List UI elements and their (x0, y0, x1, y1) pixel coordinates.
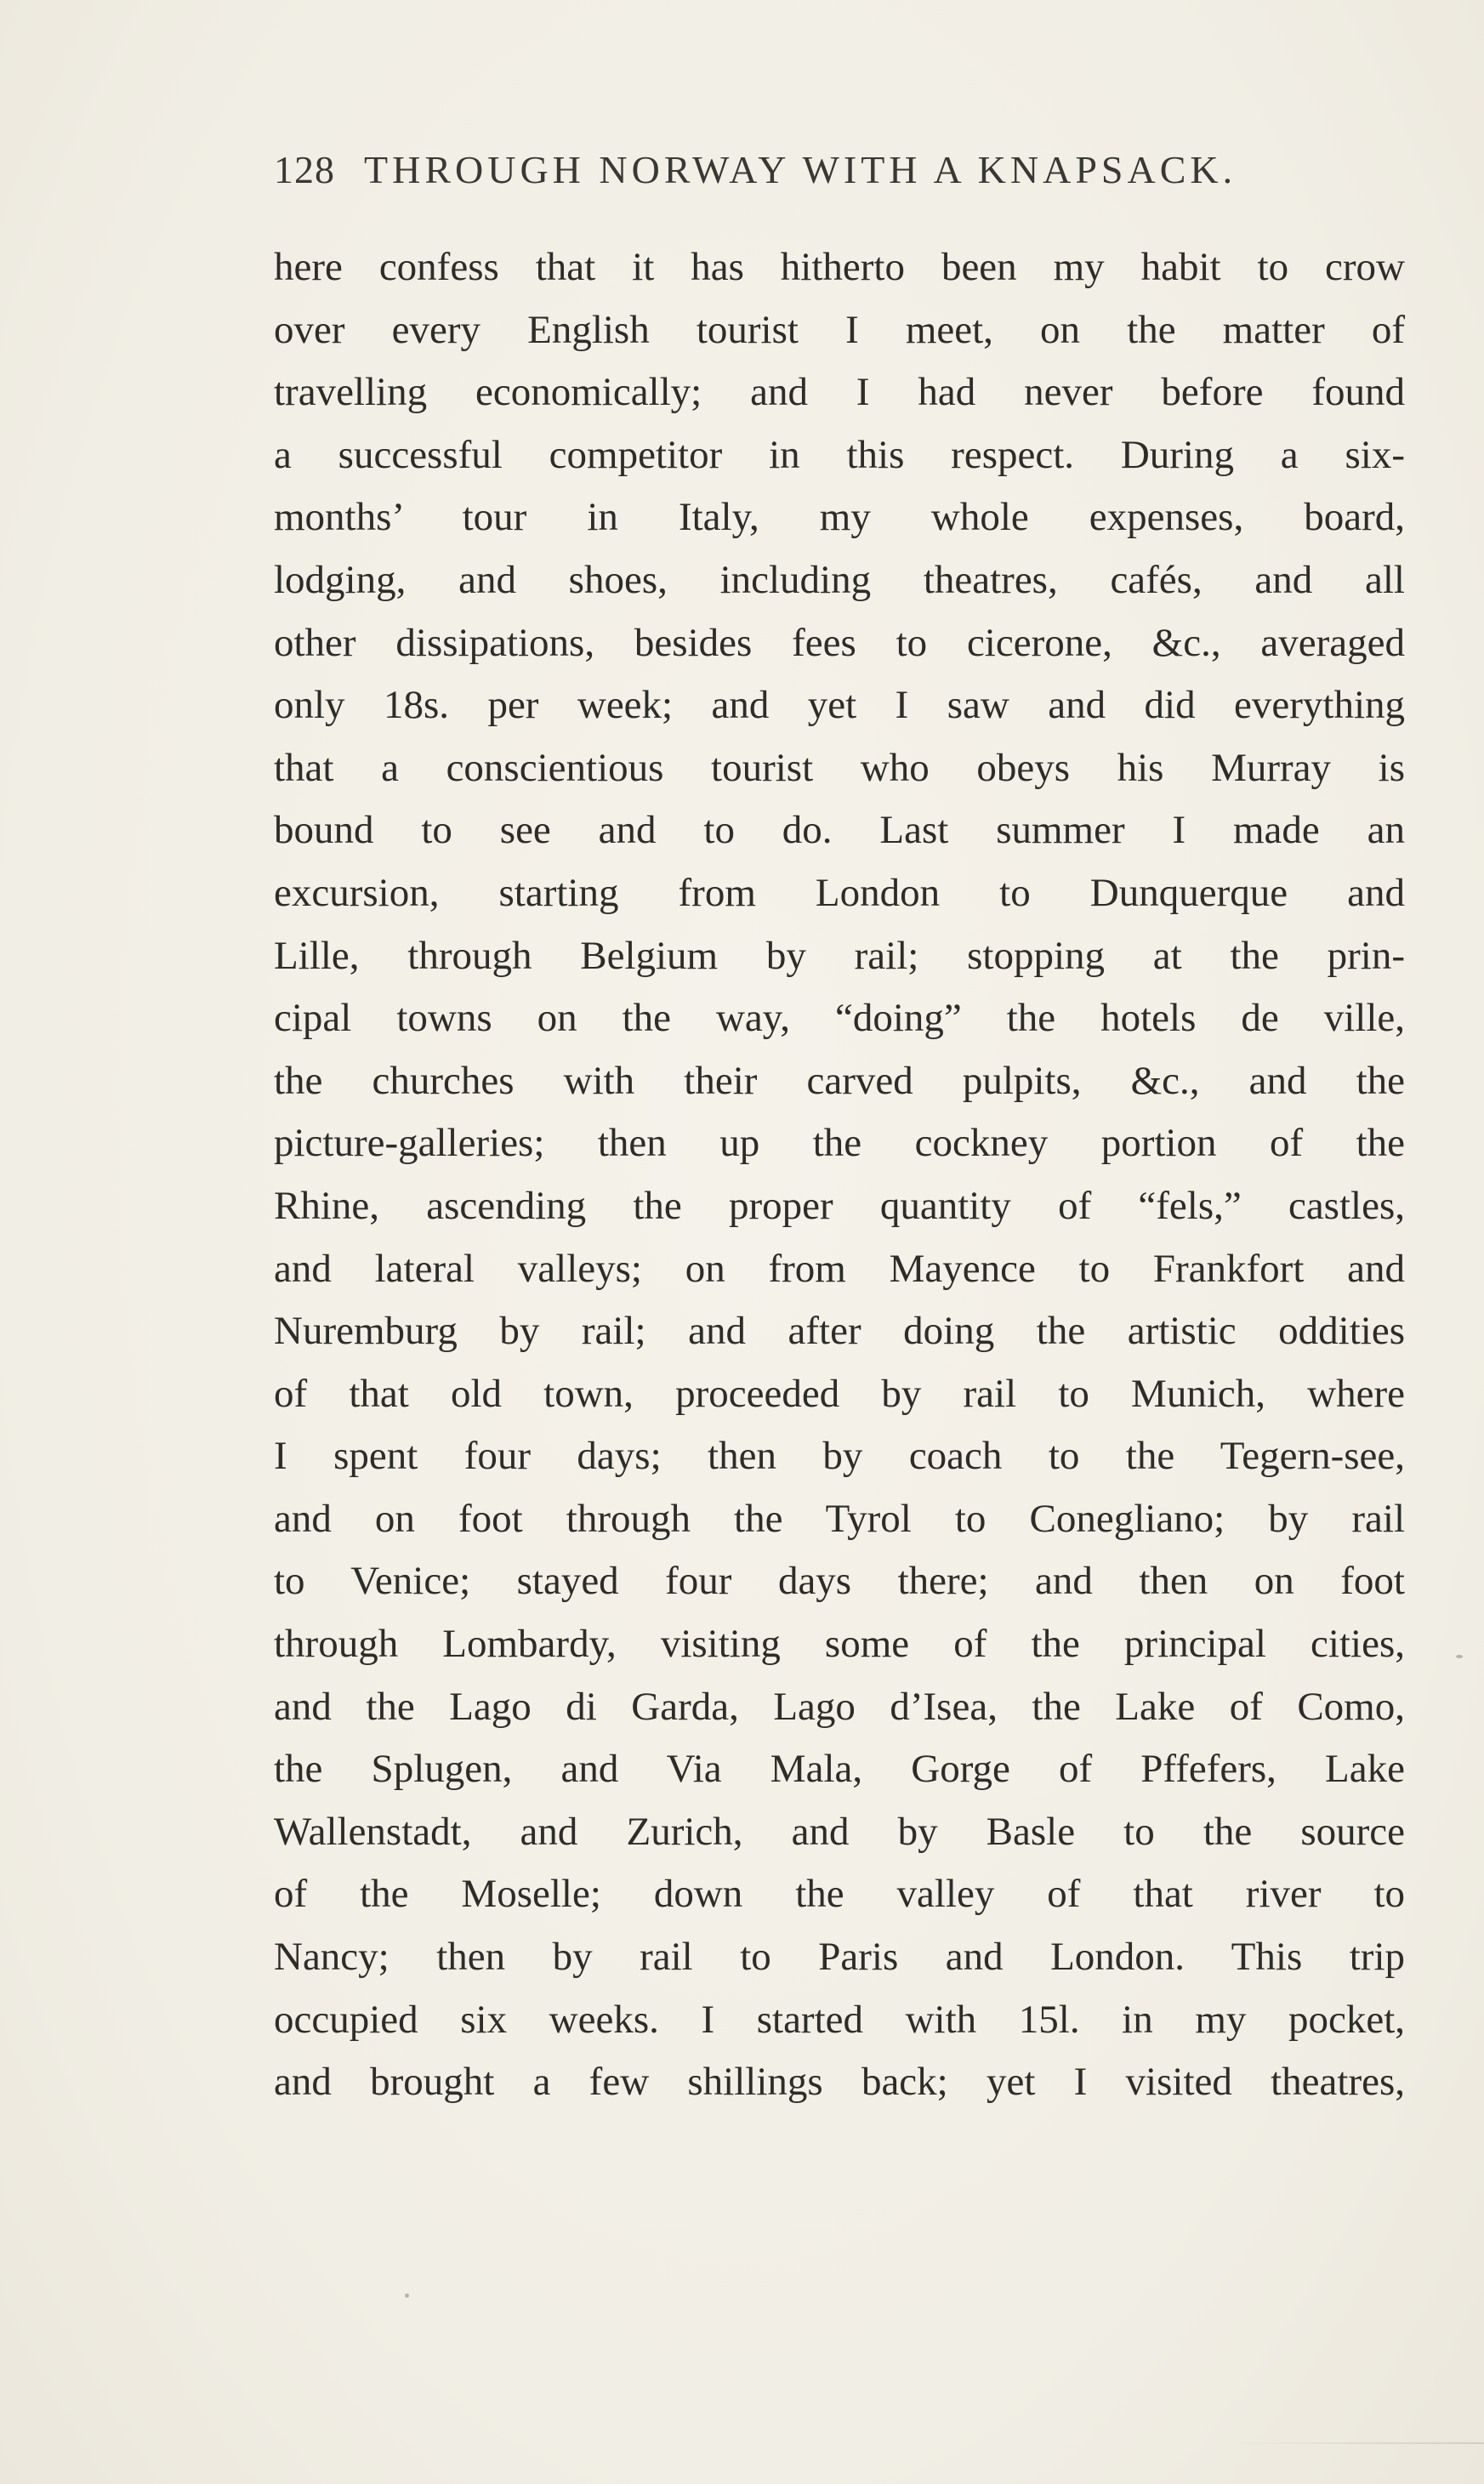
text-line: bound to see and to do. Last summer I made an (274, 808, 1405, 853)
paper-speck (1456, 1655, 1463, 1658)
text-line: Nancy; then by rail to Paris and London. This trip (274, 1935, 1405, 1980)
text-line: lodging, and shoes, including theatres, cafés, and all (274, 557, 1405, 602)
text-line: of the Moselle; down the valley of that river to (274, 1872, 1405, 1917)
body-text (274, 236, 1405, 2114)
text-line: Lille, through Belgium by rail; stopping at the prin- (274, 933, 1405, 978)
text-line: and brought a few shillings back; yet I visited theatres, (274, 2060, 1405, 2105)
text-line: over every English tourist I meet, on the matter of (274, 307, 1405, 352)
running-head (274, 145, 1405, 196)
text-line: and lateral valleys; on from Mayence to Frankfort and (274, 1246, 1405, 1291)
text-line: excursion, starting from London to Dunquerque and (274, 870, 1405, 915)
paper-speck (405, 2294, 409, 2298)
text-line: the churches with their carved pulpits, &c., and the (274, 1058, 1405, 1103)
page-number: 128 (274, 148, 335, 191)
text-line: other dissipations, besides fees to cicerone, &c., averaged (274, 620, 1405, 665)
text-line: and on foot through the Tyrol to Conegliano; by rail (274, 1496, 1405, 1541)
text-line: Wallenstadt, and Zurich, and by Basle to the source (274, 1809, 1405, 1854)
text-line: picture-galleries; then up the cockney portion of the (274, 1121, 1405, 1166)
text-line: months’ tour in Italy, my whole expenses, board, (274, 495, 1405, 540)
text-line: the Splugen, and Via Mala, Gorge of Pffefers, Lake (274, 1747, 1405, 1792)
text-line: and the Lago di Garda, Lago d’Isea, the Lake of Como, (274, 1684, 1405, 1729)
text-line: a successful competitor in this respect. During a six- (274, 432, 1405, 477)
text-line: travelling economically; and I had never before found (274, 370, 1405, 415)
running-title: THROUGH NORWAY WITH A KNAPSACK. (364, 148, 1237, 191)
text-line: only 18s. per week; and yet I saw and did everything (274, 683, 1405, 728)
text-line: here confess that it has hitherto been my habit to crow (274, 245, 1405, 289)
text-line: cipal towns on the way, “doing” the hotels de ville, (274, 996, 1405, 1041)
text-line: through Lombardy, visiting some of the principal cities, (274, 1622, 1405, 1667)
text-line: of that old town, proceeded by rail to Munich, where (274, 1371, 1405, 1416)
text-line: Nuremburg by rail; and after doing the artistic oddities (274, 1309, 1405, 1354)
text-line: occupied six weeks. I started with 15l. in my pocket, (274, 1997, 1405, 2042)
text-line: Rhine, ascending the proper quantity of “fels,” castles, (274, 1183, 1405, 1228)
text-line: to Venice; stayed four days there; and then on foot (274, 1559, 1405, 1604)
page-edge-shadow (1225, 2442, 1484, 2444)
text-line: I spent four days; then by coach to the Tegern-see, (274, 1434, 1405, 1479)
text-line: that a conscientious tourist who obeys his Murray is (274, 745, 1405, 790)
